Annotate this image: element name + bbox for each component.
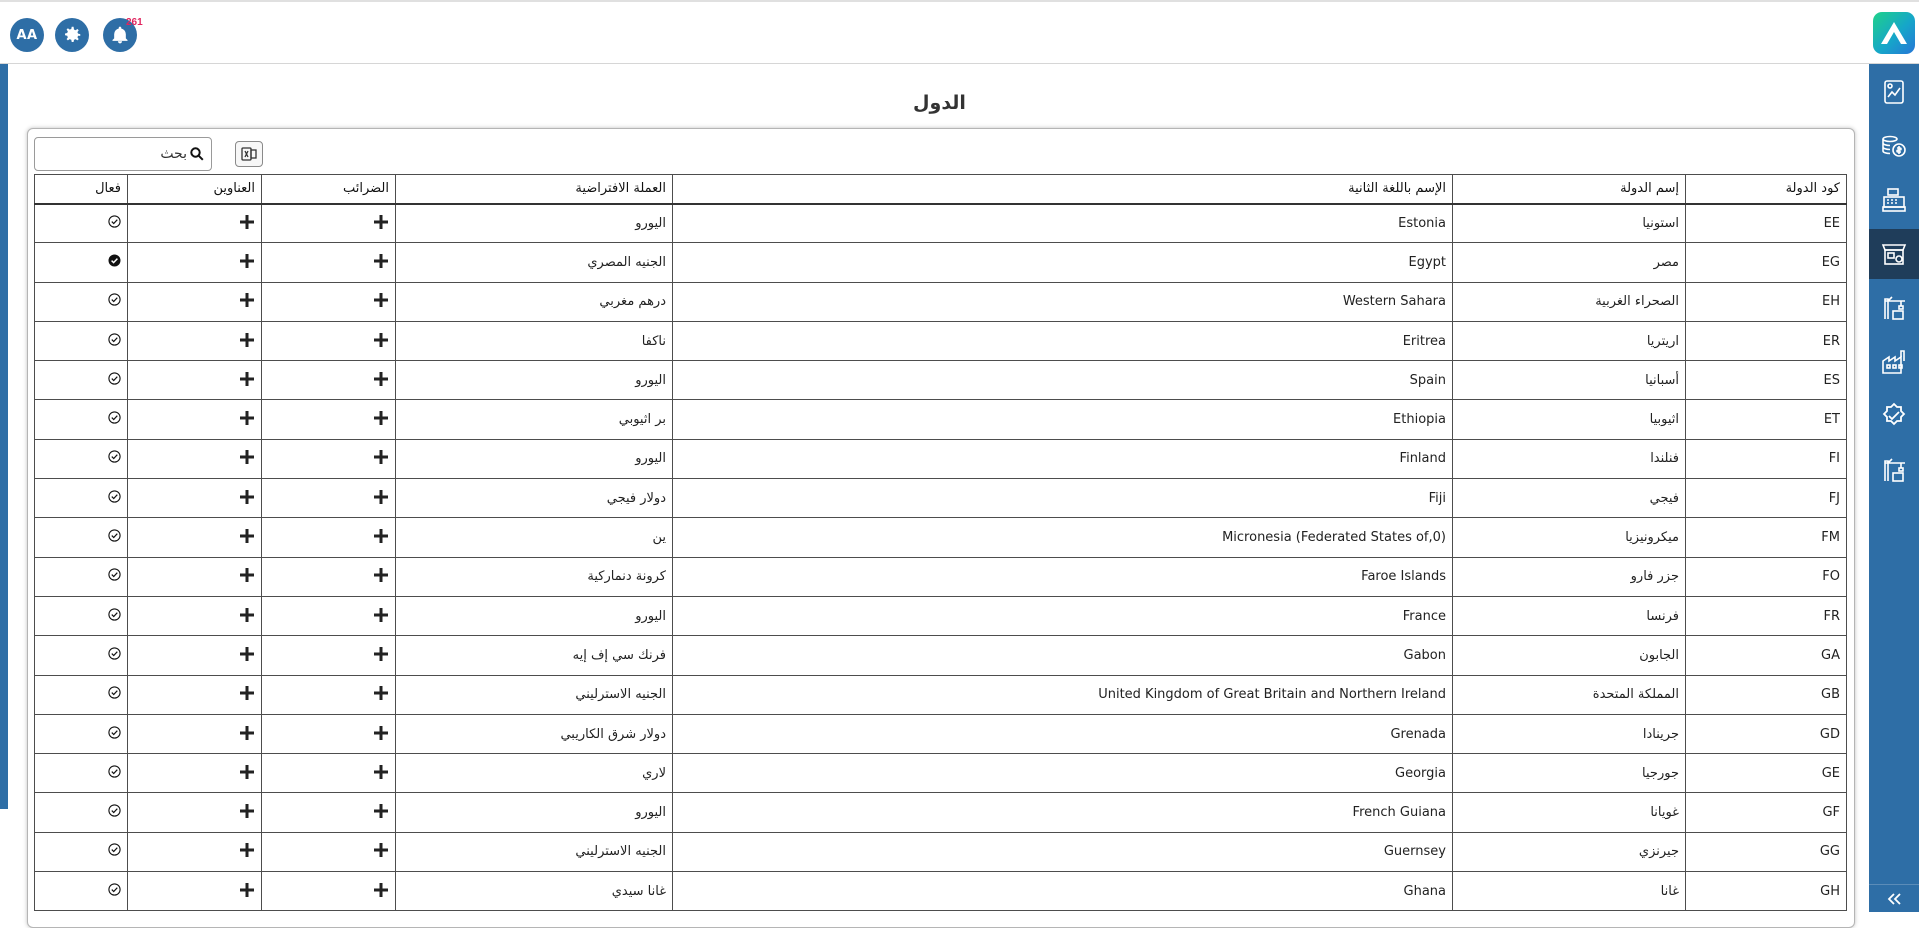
- cell-name: جيرنزي: [1453, 832, 1686, 871]
- cell-code: GG: [1686, 832, 1847, 871]
- add-addresses-button[interactable]: [239, 566, 255, 584]
- plus-icon: [373, 332, 389, 348]
- plus-icon: [373, 567, 389, 583]
- add-addresses-button[interactable]: [239, 763, 255, 781]
- cell-taxes: [262, 793, 396, 832]
- plus-icon: [373, 214, 389, 230]
- add-addresses-button[interactable]: [239, 291, 255, 309]
- cell-taxes: [262, 675, 396, 714]
- active-unchecked-icon[interactable]: [108, 372, 121, 385]
- cash-register-icon: [1879, 185, 1909, 215]
- cell-name: غانا: [1453, 872, 1686, 911]
- cell-taxes: [262, 400, 396, 439]
- export-excel-icon: [241, 147, 257, 161]
- plus-icon: [239, 214, 255, 230]
- cell-code: GA: [1686, 636, 1847, 675]
- cell-active: [35, 675, 128, 714]
- plus-icon: [373, 803, 389, 819]
- plus-icon: [373, 607, 389, 623]
- cell-currency: غانا سيدي: [396, 872, 673, 911]
- plus-icon: [239, 882, 255, 898]
- table-row[interactable]: [35, 204, 1847, 243]
- cell-currency: دولار فيجي: [396, 479, 673, 518]
- add-taxes-button[interactable]: [373, 763, 389, 781]
- logo-icon: [1873, 12, 1915, 54]
- cell-addresses: [128, 754, 262, 793]
- table-row[interactable]: [35, 754, 1847, 793]
- cell-name: مصر: [1453, 243, 1686, 282]
- plus-icon: [373, 528, 389, 544]
- cell-second-name: Western Sahara: [673, 282, 1453, 321]
- cell-active: [35, 439, 128, 478]
- cell-taxes: [262, 832, 396, 871]
- cell-active: [35, 754, 128, 793]
- plus-icon: [239, 803, 255, 819]
- cell-second-name: Grenada: [673, 714, 1453, 753]
- cell-name: استونيا: [1453, 204, 1686, 243]
- table-row[interactable]: [35, 243, 1847, 282]
- add-taxes-button[interactable]: [373, 291, 389, 309]
- add-addresses-button[interactable]: [239, 724, 255, 742]
- cell-addresses: [128, 872, 262, 911]
- verified-badge-icon: [1879, 401, 1909, 431]
- left-accent-strip: [0, 64, 8, 809]
- cell-name: اثيوبيا: [1453, 400, 1686, 439]
- double-chevron-left-icon: [1886, 892, 1902, 906]
- add-addresses-button[interactable]: [239, 370, 255, 388]
- cell-taxes: [262, 872, 396, 911]
- cell-second-name: Eritrea: [673, 321, 1453, 360]
- top-bar: [0, 0, 1919, 64]
- cell-addresses: [128, 321, 262, 360]
- cell-addresses: [128, 282, 262, 321]
- active-unchecked-icon[interactable]: [108, 726, 121, 739]
- column-header-active[interactable]: فعال: [35, 175, 128, 204]
- cell-taxes: [262, 321, 396, 360]
- table-row[interactable]: [35, 321, 1847, 360]
- plus-icon: [239, 332, 255, 348]
- cell-currency: دولار شرق الكاريبي: [396, 714, 673, 753]
- active-unchecked-icon[interactable]: [108, 529, 121, 542]
- add-addresses-button[interactable]: [239, 527, 255, 545]
- active-unchecked-icon[interactable]: [108, 411, 121, 424]
- cell-active: [35, 557, 128, 596]
- cell-taxes: [262, 636, 396, 675]
- cell-second-name: Egypt: [673, 243, 1453, 282]
- plus-icon: [373, 725, 389, 741]
- add-taxes-button[interactable]: [373, 370, 389, 388]
- cell-addresses: [128, 361, 262, 400]
- cell-code: FM: [1686, 518, 1847, 557]
- cell-taxes: [262, 754, 396, 793]
- column-header-name[interactable]: إسم الدولة: [1453, 175, 1686, 204]
- user-avatar[interactable]: [10, 18, 44, 52]
- sidebar-item-factory[interactable]: [1869, 337, 1919, 387]
- column-header-addresses[interactable]: العناوين: [128, 175, 262, 204]
- export-button[interactable]: [235, 141, 263, 167]
- cell-taxes: [262, 714, 396, 753]
- cell-currency: فرنك سي إف إيه: [396, 636, 673, 675]
- plus-icon: [373, 253, 389, 269]
- cell-code: EG: [1686, 243, 1847, 282]
- cell-code: FI: [1686, 439, 1847, 478]
- add-addresses-button[interactable]: [239, 331, 255, 349]
- cell-addresses: [128, 832, 262, 871]
- cell-currency: كرونة دنماركية: [396, 557, 673, 596]
- add-taxes-button[interactable]: [373, 606, 389, 624]
- cell-active: [35, 714, 128, 753]
- cell-taxes: [262, 204, 396, 243]
- cell-currency: اليورو: [396, 793, 673, 832]
- cell-second-name: French Guiana: [673, 793, 1453, 832]
- cell-name: المملكة المتحدة: [1453, 675, 1686, 714]
- add-addresses-button[interactable]: [239, 252, 255, 270]
- cell-currency: ين: [396, 518, 673, 557]
- sidebar-item-finance[interactable]: [1869, 121, 1919, 171]
- active-unchecked-icon[interactable]: [108, 765, 121, 778]
- plus-icon: [239, 567, 255, 583]
- cell-active: [35, 361, 128, 400]
- add-taxes-button[interactable]: [373, 724, 389, 742]
- cell-addresses: [128, 714, 262, 753]
- plus-icon: [373, 685, 389, 701]
- active-unchecked-icon[interactable]: [108, 686, 121, 699]
- cell-second-name: Finland: [673, 439, 1453, 478]
- cell-second-name: Guernsey: [673, 832, 1453, 871]
- cell-active: [35, 243, 128, 282]
- add-addresses-button[interactable]: [239, 881, 255, 899]
- add-addresses-button[interactable]: [239, 213, 255, 231]
- plus-icon: [239, 842, 255, 858]
- plus-icon: [373, 842, 389, 858]
- app-logo[interactable]: [1873, 12, 1915, 54]
- cell-addresses: [128, 204, 262, 243]
- add-taxes-button[interactable]: [373, 448, 389, 466]
- cell-currency: اليورو: [396, 439, 673, 478]
- search-box[interactable]: [34, 137, 212, 171]
- table-row[interactable]: [35, 832, 1847, 871]
- add-addresses-button[interactable]: [239, 606, 255, 624]
- add-taxes-button[interactable]: [373, 841, 389, 859]
- cell-currency: اليورو: [396, 361, 673, 400]
- cell-currency: الجنيه الاسترليني: [396, 675, 673, 714]
- active-unchecked-icon[interactable]: [108, 450, 121, 463]
- cell-addresses: [128, 400, 262, 439]
- table-row[interactable]: [35, 596, 1847, 635]
- cell-second-name: Fiji: [673, 479, 1453, 518]
- cell-second-name: Faroe Islands: [673, 557, 1453, 596]
- add-addresses-button[interactable]: [239, 841, 255, 859]
- table-row[interactable]: [35, 557, 1847, 596]
- add-taxes-button[interactable]: [373, 881, 389, 899]
- countries-table: [34, 174, 1847, 911]
- factory-icon: [1879, 347, 1909, 377]
- cell-second-name: Micronesia (Federated States of,0): [673, 518, 1453, 557]
- cell-taxes: [262, 282, 396, 321]
- cell-addresses: [128, 596, 262, 635]
- column-header-code[interactable]: كود الدولة: [1686, 175, 1847, 204]
- active-unchecked-icon[interactable]: [108, 293, 121, 306]
- cell-code: GF: [1686, 793, 1847, 832]
- add-taxes-button[interactable]: [373, 488, 389, 506]
- cell-code: FJ: [1686, 479, 1847, 518]
- column-header-currency[interactable]: العملة الافتراضية: [396, 175, 673, 204]
- active-unchecked-icon[interactable]: [108, 883, 121, 896]
- add-taxes-button[interactable]: [373, 213, 389, 231]
- cell-active: [35, 596, 128, 635]
- table-row[interactable]: [35, 714, 1847, 753]
- add-addresses-button[interactable]: [239, 409, 255, 427]
- active-unchecked-icon[interactable]: [108, 490, 121, 503]
- cell-code: EH: [1686, 282, 1847, 321]
- cell-name: أسبانيا: [1453, 361, 1686, 400]
- table-row[interactable]: [35, 400, 1847, 439]
- cell-second-name: France: [673, 596, 1453, 635]
- crane-alt-icon: [1879, 455, 1909, 485]
- cell-code: FR: [1686, 596, 1847, 635]
- cell-currency: ناكفا: [396, 321, 673, 360]
- cell-name: اريتريا: [1453, 321, 1686, 360]
- cell-code: GD: [1686, 714, 1847, 753]
- table-row[interactable]: [35, 282, 1847, 321]
- cell-name: جزر فارو: [1453, 557, 1686, 596]
- cell-active: [35, 872, 128, 911]
- cell-second-name: Georgia: [673, 754, 1453, 793]
- cell-currency: الجنيه المصري: [396, 243, 673, 282]
- cell-name: فيجي: [1453, 479, 1686, 518]
- settings-button[interactable]: [55, 18, 89, 52]
- cell-addresses: [128, 793, 262, 832]
- cell-currency: بر اثيوبي: [396, 400, 673, 439]
- cell-active: [35, 636, 128, 675]
- cell-name: فنلندا: [1453, 439, 1686, 478]
- plus-icon: [239, 292, 255, 308]
- table-row[interactable]: [35, 872, 1847, 911]
- active-unchecked-icon[interactable]: [108, 333, 121, 346]
- plus-icon: [373, 646, 389, 662]
- table-row[interactable]: [35, 439, 1847, 478]
- table-row[interactable]: [35, 793, 1847, 832]
- cell-currency: درهم مغربي: [396, 282, 673, 321]
- cell-code: EE: [1686, 204, 1847, 243]
- plus-icon: [373, 764, 389, 780]
- cell-second-name: Ghana: [673, 872, 1453, 911]
- coins-dollar-icon: [1879, 131, 1909, 161]
- search-icon: [189, 146, 205, 162]
- page-title: الدول: [913, 92, 966, 114]
- plus-icon: [239, 764, 255, 780]
- cell-name: الجابون: [1453, 636, 1686, 675]
- add-addresses-button[interactable]: [239, 448, 255, 466]
- cell-active: [35, 400, 128, 439]
- plus-icon: [373, 410, 389, 426]
- cell-addresses: [128, 557, 262, 596]
- notification-badge: 261: [126, 17, 143, 28]
- table-header-row: [35, 175, 1847, 204]
- plus-icon: [373, 292, 389, 308]
- cell-name: الصحراء الغربية: [1453, 282, 1686, 321]
- sidebar-item-construction[interactable]: [1869, 445, 1919, 495]
- cell-addresses: [128, 243, 262, 282]
- active-unchecked-icon[interactable]: [108, 843, 121, 856]
- add-taxes-button[interactable]: [373, 331, 389, 349]
- cell-addresses: [128, 636, 262, 675]
- cell-currency: اليورو: [396, 204, 673, 243]
- search-input[interactable]: [39, 142, 187, 166]
- add-addresses-button[interactable]: [239, 645, 255, 663]
- crane-icon: [1879, 293, 1909, 323]
- cell-second-name: United Kingdom of Great Britain and Northern Ireland: [673, 675, 1453, 714]
- cell-active: [35, 518, 128, 557]
- cell-name: ميكرونيزيا: [1453, 518, 1686, 557]
- column-header-second-name[interactable]: الإسم باللغة الثانية: [673, 175, 1453, 204]
- active-unchecked-icon[interactable]: [108, 608, 121, 621]
- sidebar-collapse-button[interactable]: [1869, 884, 1919, 912]
- add-taxes-button[interactable]: [373, 684, 389, 702]
- cell-name: جرينادا: [1453, 714, 1686, 753]
- add-addresses-button[interactable]: [239, 488, 255, 506]
- cell-code: ET: [1686, 400, 1847, 439]
- cell-active: [35, 204, 128, 243]
- active-unchecked-icon[interactable]: [108, 215, 121, 228]
- cell-active: [35, 321, 128, 360]
- cell-name: غويانا: [1453, 793, 1686, 832]
- cell-second-name: Spain: [673, 361, 1453, 400]
- cell-second-name: Estonia: [673, 204, 1453, 243]
- active-unchecked-icon[interactable]: [108, 804, 121, 817]
- table-body: [35, 204, 1847, 911]
- cell-code: ER: [1686, 321, 1847, 360]
- sidebar-item-approvals[interactable]: [1869, 391, 1919, 441]
- plus-icon: [239, 685, 255, 701]
- cell-taxes: [262, 518, 396, 557]
- cell-code: ES: [1686, 361, 1847, 400]
- cell-second-name: Gabon: [673, 636, 1453, 675]
- table-row[interactable]: [35, 675, 1847, 714]
- cell-active: [35, 793, 128, 832]
- cell-code: GB: [1686, 675, 1847, 714]
- plus-icon: [373, 882, 389, 898]
- cell-currency: الجنيه الاسترليني: [396, 832, 673, 871]
- cell-name: جورجيا: [1453, 754, 1686, 793]
- sidebar: [1869, 64, 1919, 912]
- cell-name: فرنسا: [1453, 596, 1686, 635]
- cell-taxes: [262, 361, 396, 400]
- add-taxes-button[interactable]: [373, 252, 389, 270]
- cell-addresses: [128, 675, 262, 714]
- cell-second-name: Ethiopia: [673, 400, 1453, 439]
- add-taxes-button[interactable]: [373, 527, 389, 545]
- cell-taxes: [262, 557, 396, 596]
- plus-icon: [373, 489, 389, 505]
- plus-icon: [239, 449, 255, 465]
- report-chart-icon: [1879, 77, 1909, 107]
- cell-active: [35, 282, 128, 321]
- table-row[interactable]: [35, 361, 1847, 400]
- active-checked-icon[interactable]: [108, 254, 121, 267]
- plus-icon: [239, 607, 255, 623]
- plus-icon: [239, 253, 255, 269]
- cell-code: GH: [1686, 872, 1847, 911]
- cell-code: FO: [1686, 557, 1847, 596]
- add-taxes-button[interactable]: [373, 566, 389, 584]
- shop-settings-icon: [1879, 239, 1909, 269]
- add-taxes-button[interactable]: [373, 802, 389, 820]
- avatar-initials: AA: [16, 27, 38, 43]
- cell-currency: اليورو: [396, 596, 673, 635]
- add-taxes-button[interactable]: [373, 645, 389, 663]
- add-addresses-button[interactable]: [239, 684, 255, 702]
- plus-icon: [239, 371, 255, 387]
- bell-icon: [110, 25, 130, 45]
- sidebar-item-pos[interactable]: [1869, 175, 1919, 225]
- plus-icon: [239, 725, 255, 741]
- cell-addresses: [128, 518, 262, 557]
- table-row[interactable]: [35, 479, 1847, 518]
- plus-icon: [239, 646, 255, 662]
- cell-taxes: [262, 596, 396, 635]
- table-row[interactable]: [35, 636, 1847, 675]
- sidebar-item-projects[interactable]: [1869, 283, 1919, 333]
- plus-icon: [373, 371, 389, 387]
- cell-currency: لاري: [396, 754, 673, 793]
- cell-addresses: [128, 439, 262, 478]
- gear-icon: [61, 24, 83, 46]
- plus-icon: [239, 528, 255, 544]
- active-unchecked-icon[interactable]: [108, 647, 121, 660]
- sidebar-item-branches[interactable]: [1869, 229, 1919, 279]
- plus-icon: [239, 489, 255, 505]
- plus-icon: [239, 410, 255, 426]
- cell-taxes: [262, 439, 396, 478]
- column-header-taxes[interactable]: الضرائب: [262, 175, 396, 204]
- cell-taxes: [262, 243, 396, 282]
- add-addresses-button[interactable]: [239, 802, 255, 820]
- plus-icon: [373, 449, 389, 465]
- cell-taxes: [262, 479, 396, 518]
- active-unchecked-icon[interactable]: [108, 568, 121, 581]
- cell-active: [35, 479, 128, 518]
- cell-addresses: [128, 479, 262, 518]
- cell-active: [35, 832, 128, 871]
- add-taxes-button[interactable]: [373, 409, 389, 427]
- table-row[interactable]: [35, 518, 1847, 557]
- cell-code: GE: [1686, 754, 1847, 793]
